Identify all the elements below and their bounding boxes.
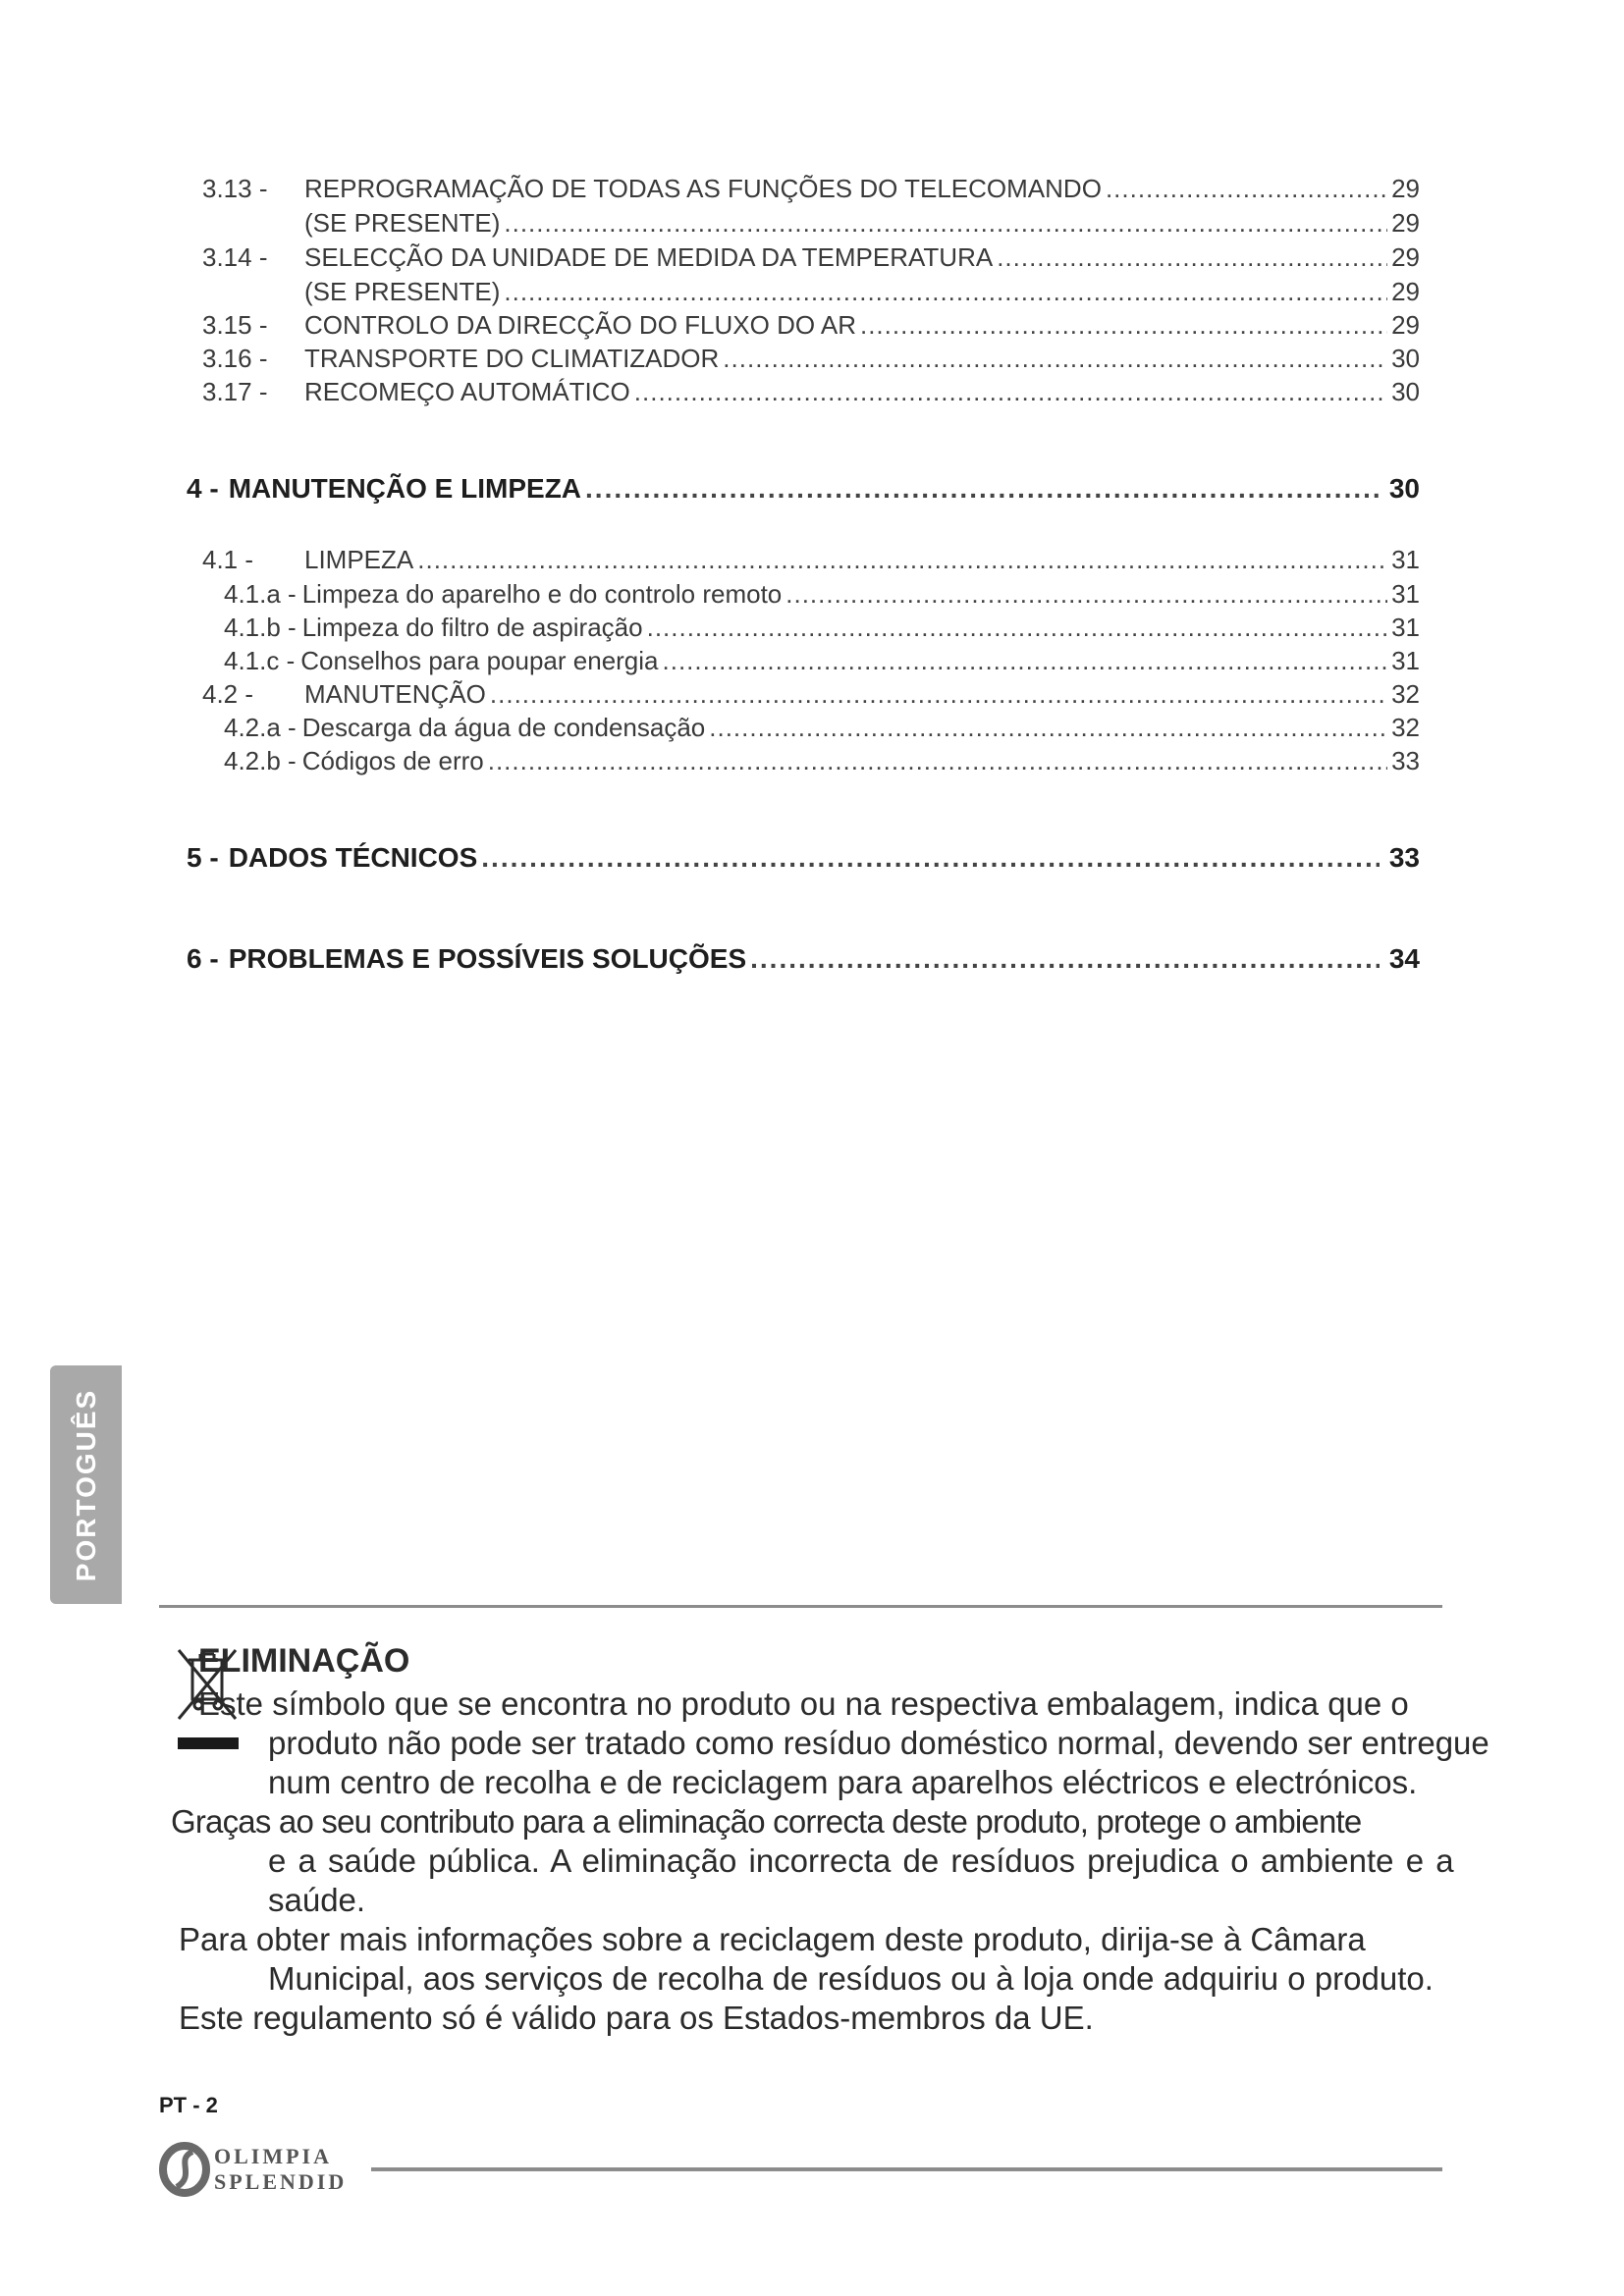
toc-entry-number: 3.15 -	[202, 310, 268, 340]
toc-entry-page: 32	[1391, 713, 1420, 742]
toc-entry-title: MANUTENÇÃO	[304, 679, 486, 709]
toc-entry-title: Descarga da água de condensação	[301, 713, 706, 742]
toc-entry-number: 3.13 -	[202, 174, 268, 203]
toc-entry-title: (SE PRESENTE)	[304, 208, 501, 238]
disposal-line: Para obter mais informações sobre a reciclagem deste produto, dirija-se à Câmara	[179, 1921, 1366, 1957]
toc-leader-dots	[490, 676, 1387, 712]
toc-leader-dots	[723, 341, 1387, 376]
toc-leader-dots	[997, 240, 1387, 275]
toc-entry[interactable]	[202, 676, 1420, 712]
toc-entry-number: 6 -	[187, 943, 219, 974]
toc-entry-title: PROBLEMAS E POSSÍVEIS SOLUÇÕES	[228, 943, 747, 974]
toc-leader-dots	[709, 710, 1387, 745]
disposal-line: Graças ao seu contributo para a eliminação correcta deste produto, protege o ambiente	[171, 1803, 1362, 1840]
toc-entry-page: 30	[1391, 344, 1420, 373]
toc-chapter[interactable]	[187, 840, 1420, 876]
toc-entry-page: 29	[1391, 208, 1420, 238]
toc-entry[interactable]	[202, 542, 1420, 577]
toc-entry-title: MANUTENÇÃO E LIMPEZA	[228, 473, 582, 504]
toc-entry-page: 29	[1391, 277, 1420, 306]
toc-entry-number: 4 -	[187, 473, 219, 504]
disposal-line: Municipal, aos serviços de recolha de resíduos ou à loja onde adquiriu o produto.	[268, 1960, 1434, 1997]
toc-chapter[interactable]	[187, 941, 1420, 977]
toc-entry-title: TRANSPORTE DO CLIMATIZADOR	[304, 344, 720, 373]
toc-chapter[interactable]	[187, 471, 1420, 507]
toc-entry-number: 4.1.a -	[224, 579, 297, 609]
toc-leader-dots	[663, 643, 1388, 678]
toc-entry-page: 32	[1391, 679, 1420, 709]
toc-entry-page: 31	[1391, 579, 1420, 609]
toc-leader-dots	[647, 610, 1387, 645]
toc-entry-number: 4.1.b -	[224, 613, 297, 642]
toc-leader-dots	[750, 941, 1380, 977]
toc-entry-page: 31	[1391, 545, 1420, 574]
toc-entry[interactable]	[202, 240, 1420, 275]
toc-entry-number: 4.1.c -	[224, 646, 296, 675]
toc-entry-page: 29	[1391, 242, 1420, 272]
toc-entry-page: 30	[1388, 473, 1420, 504]
toc-entry-number: 3.14 -	[202, 242, 268, 272]
toc-entry-title: CONTROLO DA DIRECÇÃO DO FLUXO DO AR	[304, 310, 856, 340]
disposal-line: Este regulamento só é válido para os Estados-membros da UE.	[179, 2000, 1094, 2036]
toc-leader-dots	[488, 743, 1387, 778]
disposal-line: saúde.	[268, 1882, 366, 1918]
toc-entry-number: 4.1 -	[202, 545, 254, 574]
toc-entry-title: Limpeza do filtro de aspiração	[301, 613, 643, 642]
toc-leader-dots	[504, 205, 1387, 240]
toc-entry-page: 31	[1391, 613, 1420, 642]
toc-entry-title: DADOS TÉCNICOS	[228, 842, 478, 873]
brand-name-line1: OLIMPIA	[214, 2144, 332, 2168]
toc-entry-title: Conselhos para poupar energia	[300, 646, 659, 675]
toc-entry-title: RECOMEÇO AUTOMÁTICO	[304, 377, 630, 406]
toc-entry-page: 33	[1391, 746, 1420, 775]
disposal-heading: ELIMINAÇÃO	[198, 1642, 410, 1680]
toc-entry-title: Limpeza do aparelho e do controlo remoto	[301, 579, 783, 609]
disposal-line: Este símbolo que se encontra no produto ou na respectiva embalagem, indica que o	[198, 1685, 1409, 1722]
toc-leader-dots	[1106, 171, 1387, 206]
toc-entry-number: 3.17 -	[202, 377, 268, 406]
toc-entry-number: 4.2.a -	[224, 713, 297, 742]
toc-leader-dots	[504, 274, 1387, 309]
bin-underline-bar	[178, 1737, 239, 1749]
toc-entry[interactable]	[202, 374, 1420, 409]
toc-entry[interactable]	[202, 643, 1420, 678]
toc-entry[interactable]	[202, 576, 1420, 612]
toc-leader-dots	[417, 542, 1387, 577]
toc-leader-dots	[634, 374, 1387, 409]
toc-entry-page: 29	[1391, 174, 1420, 203]
toc-entry-title: SELECÇÃO DA UNIDADE DE MEDIDA DA TEMPERATURA	[304, 242, 994, 272]
toc-entry[interactable]	[202, 710, 1420, 745]
toc-entry-title: (SE PRESENTE)	[304, 277, 501, 306]
toc-entry-page: 30	[1391, 377, 1420, 406]
brand-name-line2: SPLENDID	[214, 2169, 348, 2194]
toc-entry-page: 33	[1388, 842, 1420, 873]
toc-entry-title: Códigos de erro	[301, 746, 484, 775]
olimpia-splendid-emblem-icon	[157, 2142, 212, 2197]
disposal-line: e a saúde pública. A eliminação incorrecta de resíduos prejudica o ambiente e a	[268, 1842, 1454, 1879]
toc-entry[interactable]	[202, 274, 1420, 309]
toc-leader-dots	[585, 471, 1380, 507]
disposal-line: num centro de recolha e de reciclagem para aparelhos eléctricos e electrónicos.	[268, 1764, 1418, 1800]
toc-entry-number: 4.2.b -	[224, 746, 297, 775]
language-side-tab	[50, 1365, 122, 1604]
toc-entry-number: 5 -	[187, 842, 219, 873]
toc-entry[interactable]	[202, 743, 1420, 778]
toc-entry-number: 3.16 -	[202, 344, 268, 373]
toc-entry[interactable]	[202, 171, 1420, 206]
toc-leader-dots	[785, 576, 1387, 612]
toc-entry-page: 29	[1391, 310, 1420, 340]
toc-entry[interactable]	[202, 205, 1420, 240]
toc-entry-page: 34	[1388, 943, 1420, 974]
toc-entry-number: 4.2 -	[202, 679, 254, 709]
toc-entry-page: 31	[1391, 646, 1420, 675]
toc-entry-title: LIMPEZA	[304, 545, 414, 574]
footer-rule	[371, 2167, 1442, 2171]
toc-entry[interactable]	[202, 610, 1420, 645]
disposal-line: produto não pode ser tratado como resíduo doméstico normal, devendo ser entregue	[268, 1725, 1489, 1761]
page-number: PT - 2	[159, 2093, 218, 2117]
section-divider	[159, 1605, 1442, 1608]
language-label: PORTOGUÊS	[70, 1388, 101, 1581]
toc-entry[interactable]	[202, 341, 1420, 376]
toc-entry[interactable]	[202, 307, 1420, 343]
toc-entry-title: REPROGRAMAÇÃO DE TODAS AS FUNÇÕES DO TELECOMANDO	[304, 174, 1102, 203]
toc-leader-dots	[860, 307, 1387, 343]
toc-leader-dots	[481, 840, 1380, 876]
